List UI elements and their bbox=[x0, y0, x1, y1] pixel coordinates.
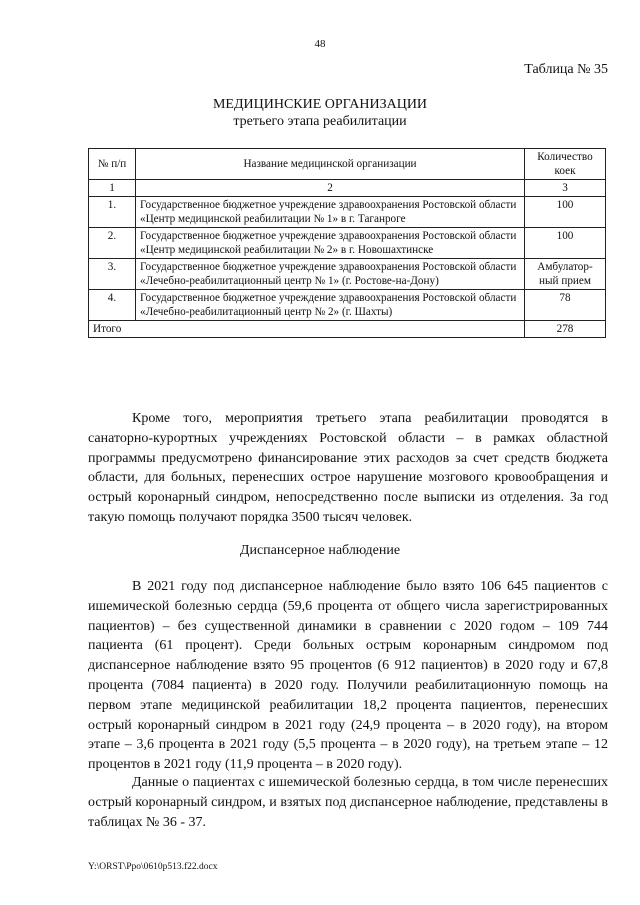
table-row bbox=[89, 259, 606, 290]
row-num: 1. bbox=[89, 197, 136, 228]
row-beds: 100 bbox=[525, 197, 606, 228]
index-cell: 1 bbox=[89, 180, 136, 197]
total-value: 278 bbox=[525, 321, 606, 338]
row-num: 2. bbox=[89, 228, 136, 259]
row-name: Государственное бюджетное учреждение здравоохранения Ростовской области «Центр медицинской реабилитации № 1» в г. Таганроге bbox=[136, 197, 525, 228]
table-index-row bbox=[89, 180, 606, 197]
paragraph-rehabilitation: Кроме того, мероприятия третьего этапа реабилитации проводятся в санаторно-курортных учреждениях Ростовской области – в рамках областной программы предусмотрено финансирование этих расходов за счет средств бюджета области, для больных, перенесших острое нарушение мозгового кровообращения и острый коронарный синдром, непосредственно после выписки из отделения. За год такую помощь получают порядка 3500 тысяч человек. bbox=[88, 411, 608, 525]
title-line-2: третьего этапа реабилитации bbox=[233, 114, 407, 129]
header-name: Название медицинской организации bbox=[136, 149, 525, 180]
header-beds: Количество коек bbox=[525, 149, 606, 180]
footer-file-path: Y:\ORST\Ppo\0610p513.f22.docx bbox=[88, 862, 218, 872]
row-name: Государственное бюджетное учреждение здравоохранения Ростовской области «Центр медицинской реабилитации № 2» в г. Новошахтинске bbox=[136, 228, 525, 259]
row-name: Государственное бюджетное учреждение здравоохранения Ростовской области «Лечебно-реабилитационный центр № 2» (г. Шахты) bbox=[136, 290, 525, 321]
table-header-row bbox=[89, 149, 606, 180]
paragraph-dispensary: В 2021 году под диспансерное наблюдение было взято 106 645 пациентов с ишемической болезнью сердца (59,6 процента от общего числа зарегистрированных пациентов) – без существенной динамики в сравнении с 2020 годом – 109 744 пациента (61 процент). Среди больных острым коронарным синдромом под диспансерное наблюдение взято 95 процентов (6 912 пациентов) в 2020 году и 67,8 процента (7084 пациента) в 2020 году. Получили реабилитационную помощь на первом этапе медицинской реабилитации 18,2 процента пациентов, перенесших острый коронарный синдром в 2021 году (24,9 процента – в 2020 году), на втором этапе – 3,6 процента в 2021 году (5,5 процента – в 2020 году), на третьем этапе – 12 процентов в 2021 году (11,9 процента – в 2020 году). bbox=[88, 579, 608, 773]
table-label: Таблица № 35 bbox=[524, 62, 608, 77]
table-row bbox=[89, 197, 606, 228]
paragraph-tables-reference: Данные о пациентах с ишемической болезнью сердца, в том числе перенесших острый коронарный синдром, и взятых под диспансерное наблюдение, представлены в таблицах № 36 - 37. bbox=[88, 775, 608, 830]
section-title: Диспансерное наблюдение bbox=[239, 543, 401, 558]
row-num: 3. bbox=[89, 259, 136, 290]
table-total-row bbox=[89, 321, 606, 338]
row-beds: 78 bbox=[525, 290, 606, 321]
table-row bbox=[89, 228, 606, 259]
organizations-table bbox=[88, 148, 606, 338]
title-line-1: МЕДИЦИНСКИЕ ОРГАНИЗАЦИИ bbox=[212, 97, 428, 112]
table-row bbox=[89, 290, 606, 321]
total-label: Итого bbox=[89, 321, 525, 338]
page-number: 48 bbox=[314, 38, 326, 50]
row-name: Государственное бюджетное учреждение здравоохранения Ростовской области «Лечебно-реабилитационный центр № 1» (г. Ростове-на-Дону) bbox=[136, 259, 525, 290]
row-num: 4. bbox=[89, 290, 136, 321]
index-cell: 2 bbox=[136, 180, 525, 197]
row-beds: Амбулатор-ный прием bbox=[525, 259, 606, 290]
header-num: № п/п bbox=[89, 149, 136, 180]
row-beds: 100 bbox=[525, 228, 606, 259]
index-cell: 3 bbox=[525, 180, 606, 197]
table-title bbox=[0, 96, 640, 130]
